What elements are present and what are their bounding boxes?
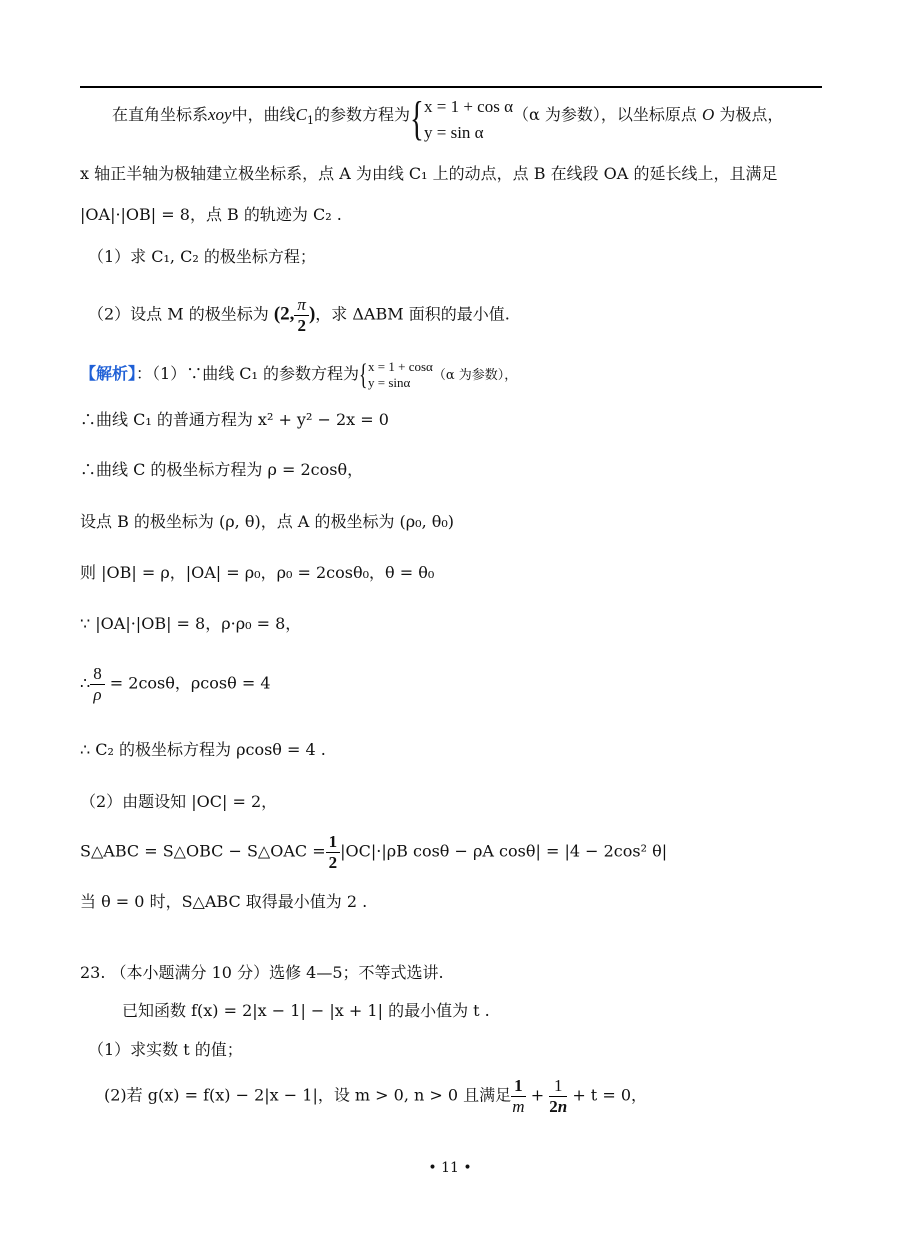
header-rule — [80, 86, 822, 88]
solution-line-1: 【解析】：（1）∵曲线 C₁ 的参数方程为 { x = 1 + cosα y = sinα （α 为参数）， — [80, 358, 518, 391]
param-system: { x = 1 + cos α y = sin α — [409, 92, 513, 145]
half-fraction: $\frac{1}{2}$ — [326, 832, 341, 872]
p23-title: 23. （本小题满分 10 分）选修 4—5；不等式选讲. — [80, 963, 444, 982]
solution-label: 【解析】 — [80, 364, 137, 383]
problem-line-1: 在直角坐标系xoy中，曲线$C_1$的参数方程为 { x = 1 + cos α y = sin α （α 为参数），以坐标原点 O 为极点， — [112, 92, 784, 145]
one-over-m-fraction: $\frac{1}{m}$ — [512, 1076, 525, 1116]
page-number: • 11 • — [428, 1160, 472, 1176]
problem-line-3: |OA|·|OB| = 8，点 B 的轨迹为 C₂ . — [80, 205, 342, 224]
solution-line-7: ∴ $\frac{8}{\rho}$ = 2cosθ，ρcosθ = 4 — [80, 664, 271, 704]
p23-line-3: (2)若 g(x) = f(x) − 2|x − 1|，设 m > 0, n > 0 且满足 $\frac{1}{m}$ + $\frac{1}{2n}$ + t = 0， — [104, 1076, 647, 1116]
solution-line-8: ∴ C₂ 的极坐标方程为 ρcosθ = 4 . — [80, 740, 326, 759]
eight-over-rho-fraction: $\frac{8}{\rho}$ — [90, 664, 105, 704]
question-1: （1）求 C₁, C₂ 的极坐标方程； — [88, 247, 316, 266]
p23-line-2: （1）求实数 t 的值； — [88, 1040, 243, 1059]
solution-line-4: 设点 B 的极坐标为 (ρ, θ)，点 A 的极坐标为 (ρ₀, θ₀) — [80, 512, 455, 531]
solution-line-3: ∴曲线 C 的极坐标方程为 ρ = 2cosθ， — [80, 460, 364, 479]
problem-line-2: x 轴正半轴为极轴建立极坐标系，点 A 为由线 C₁ 上的动点，点 B 在线段 OA 的延长线上，且满足 — [80, 164, 778, 183]
solution-line-11: 当 θ = 0 时，S△ABC 取得最小值为 2 . — [80, 892, 368, 911]
question-2: （2）设点 M 的极坐标为 (2, $\frac{\pi}{2}$ )，求 ΔABM 面积的最小值. — [88, 295, 510, 335]
one-over-2n-fraction: $\frac{1}{2n}$ — [549, 1076, 568, 1116]
solution-line-9: （2）由题设知 |OC| = 2， — [80, 792, 278, 811]
solution-line-6: ∵ |OA|·|OB| = 8，ρ·ρ₀ = 8， — [80, 614, 302, 633]
solution-line-5: 则 |OB| = ρ，|OA| = ρ₀，ρ₀ = 2cosθ₀，θ = θ₀ — [80, 563, 435, 582]
solution-line-2: ∴曲线 C₁ 的普通方程为 x² + y² − 2x = 0 — [80, 410, 389, 429]
pi-over-2-fraction: $\frac{\pi}{2}$ — [294, 295, 309, 335]
solution-line-10: S△ABC = S△OBC − S△OAC = $\frac{1}{2}$ |OC|·|ρB cosθ − ρA cosθ| = |4 − 2cos² θ| — [80, 832, 668, 872]
p23-line-1: 已知函数 f(x) = 2|x − 1| − |x + 1| 的最小值为 t . — [122, 1001, 490, 1020]
solution-param-system: { x = 1 + cosα y = sinα — [359, 358, 433, 391]
